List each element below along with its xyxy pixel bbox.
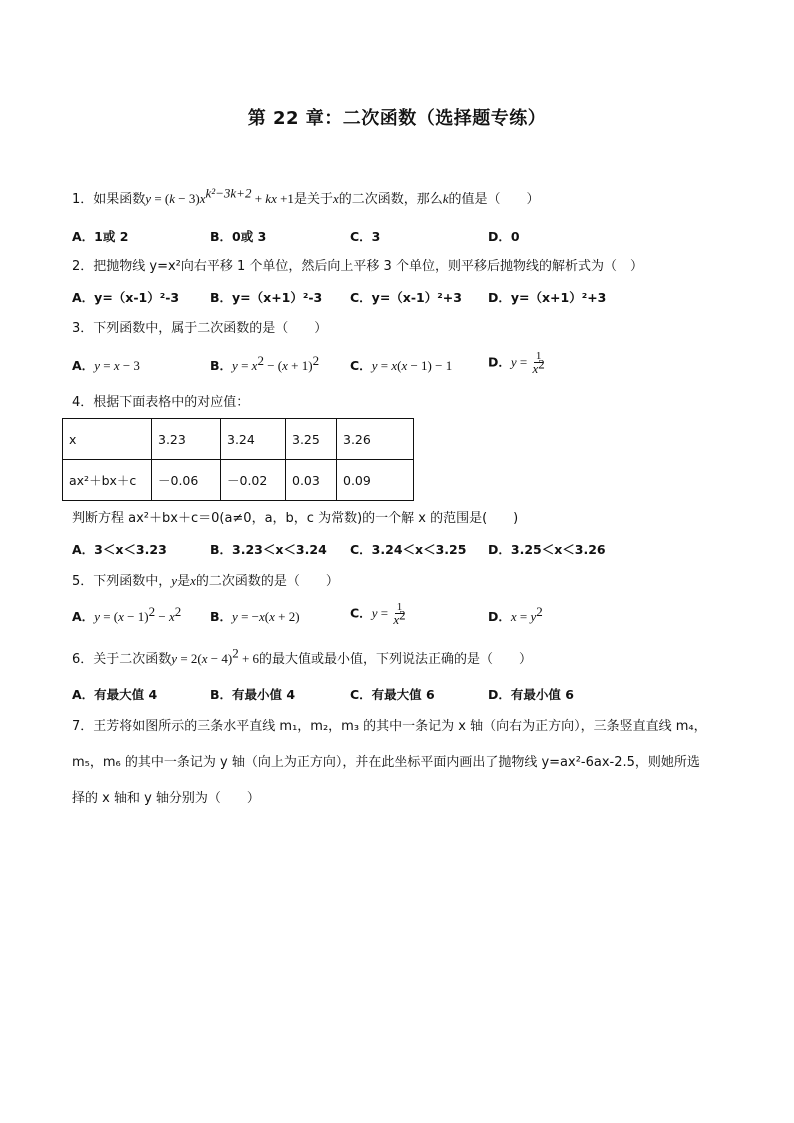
question-7-line-2: m₅，m₆ 的其中一条记为 y 轴（向上为正方向），并在此坐标平面内画出了抛物线 y=ax²-6ax-2.5，则她所选 xyxy=(72,755,700,770)
table-row xyxy=(63,419,414,460)
page-title: 第 22 章：二次函数（选择题专练） xyxy=(247,108,547,129)
question-6: 6．关于二次函数$y = 2(x - 4)^2 + 6$的最大值或最小值，下列说法正确的是（ ） xyxy=(72,645,533,667)
q3-option-a: A．y = x − 3 xyxy=(72,358,140,373)
q1-suffix-b: 的二次函数，那么 xyxy=(338,192,443,207)
q3-option-c: C．y = x(x − 1) − 1 xyxy=(350,358,453,373)
q5-option-b: B．y = −x(x + 2) xyxy=(210,609,300,624)
q4-question-text: 判断方程 ax²＋bx＋c＝0(a≠0，a，b，c 为常数)的一个解 x 的范围是( ) xyxy=(72,511,519,526)
q6-option-c: C．有最大值 6 xyxy=(350,687,435,702)
table-cell: 3.25 xyxy=(286,419,337,460)
q5-var-y: y xyxy=(171,573,178,588)
q1-var-x: x xyxy=(332,191,339,206)
q6-option-a: A．有最大值 4 xyxy=(72,687,158,702)
table-cell: －0.02 xyxy=(221,460,286,501)
question-3: 3．下列函数中，属于二次函数的是（ ） xyxy=(72,321,328,336)
table-row xyxy=(63,460,414,501)
q2-option-b: B．y=（x+1）²-3 xyxy=(210,290,323,305)
q1-prefix: 1．如果函数 xyxy=(72,192,146,207)
q5-option-a: A．$y = (x - 1)^2 - x^2$ xyxy=(72,603,182,624)
question-4: 4．根据下面表格中的对应值： xyxy=(72,395,250,410)
question-7-line-3: 择的 x 轴和 y 轴分别为（ ） xyxy=(72,791,260,806)
q1-formula: y xyxy=(145,191,152,206)
q2-option-a: A．y=（x-1）²-3 xyxy=(72,290,180,305)
q4-option-a: A．3＜x＜3.23 xyxy=(72,542,167,557)
q4-option-d: D．3.25＜x＜3.26 xyxy=(488,542,606,557)
q2-option-d: D．y=（x+1）²+3 xyxy=(488,290,607,305)
table-cell: x xyxy=(63,419,152,460)
table-cell: 0.09 xyxy=(337,460,414,501)
q5-var-x: x xyxy=(190,573,196,588)
values-table xyxy=(62,418,414,501)
q1-option-a: A．1或 2 xyxy=(72,229,129,244)
question-1: 1．如果函数$y = (k - 3)x^{k^2-3k+2}$ + kx +1是关于x的二次函数，那么k的值是（ ） xyxy=(72,185,540,207)
q1-option-b: B．0或 3 xyxy=(210,229,267,244)
q2-option-c: C．y=（x-1）²+3 xyxy=(350,290,462,305)
table-cell: 3.23 xyxy=(152,419,221,460)
q3-option-d: D．y = $\frac{1}{x^2}$ xyxy=(488,350,545,376)
q1-option-c: C．3 xyxy=(350,229,381,244)
q4-option-c: C．3.24＜x＜3.25 xyxy=(350,542,467,557)
q4-option-b: B．3.23＜x＜3.24 xyxy=(210,542,327,557)
table-cell: 0.03 xyxy=(286,460,337,501)
q3-option-b: B．$y = x^2 - (x + 1)^2$ xyxy=(210,352,320,373)
table-cell: 3.26 xyxy=(337,419,414,460)
q6-option-d: D．有最小值 6 xyxy=(488,687,574,702)
q1-var-k: k xyxy=(442,191,449,206)
q5-option-d: D．$x = y^2$ xyxy=(488,603,543,624)
q1-suffix-c: 的值是（ ） xyxy=(448,192,540,207)
table-cell: －0.06 xyxy=(152,460,221,501)
q6-option-b: B．有最小值 4 xyxy=(210,687,296,702)
q1-suffix-a: 是关于 xyxy=(293,192,333,207)
q5-option-c: C．y = $\frac{1}{x^2}$ xyxy=(350,601,406,627)
table-cell: ax²＋bx＋c xyxy=(63,460,152,501)
question-7-line-1: 7．王芳将如图所示的三条水平直线 m₁，m₂，m₃ 的其中一条记为 x 轴（向右为正方向），三条竖直直线 m₄， xyxy=(72,719,707,734)
question-5: 5．下列函数中，y是x的二次函数的是（ ） xyxy=(72,573,339,589)
q1-option-d: D．0 xyxy=(488,229,520,244)
table-cell: 3.24 xyxy=(221,419,286,460)
question-2: 2．把抛物线 y=x²向右平移 1 个单位，然后向上平移 3 个单位，则平移后抛物线的解析式为（ ） xyxy=(72,259,643,274)
